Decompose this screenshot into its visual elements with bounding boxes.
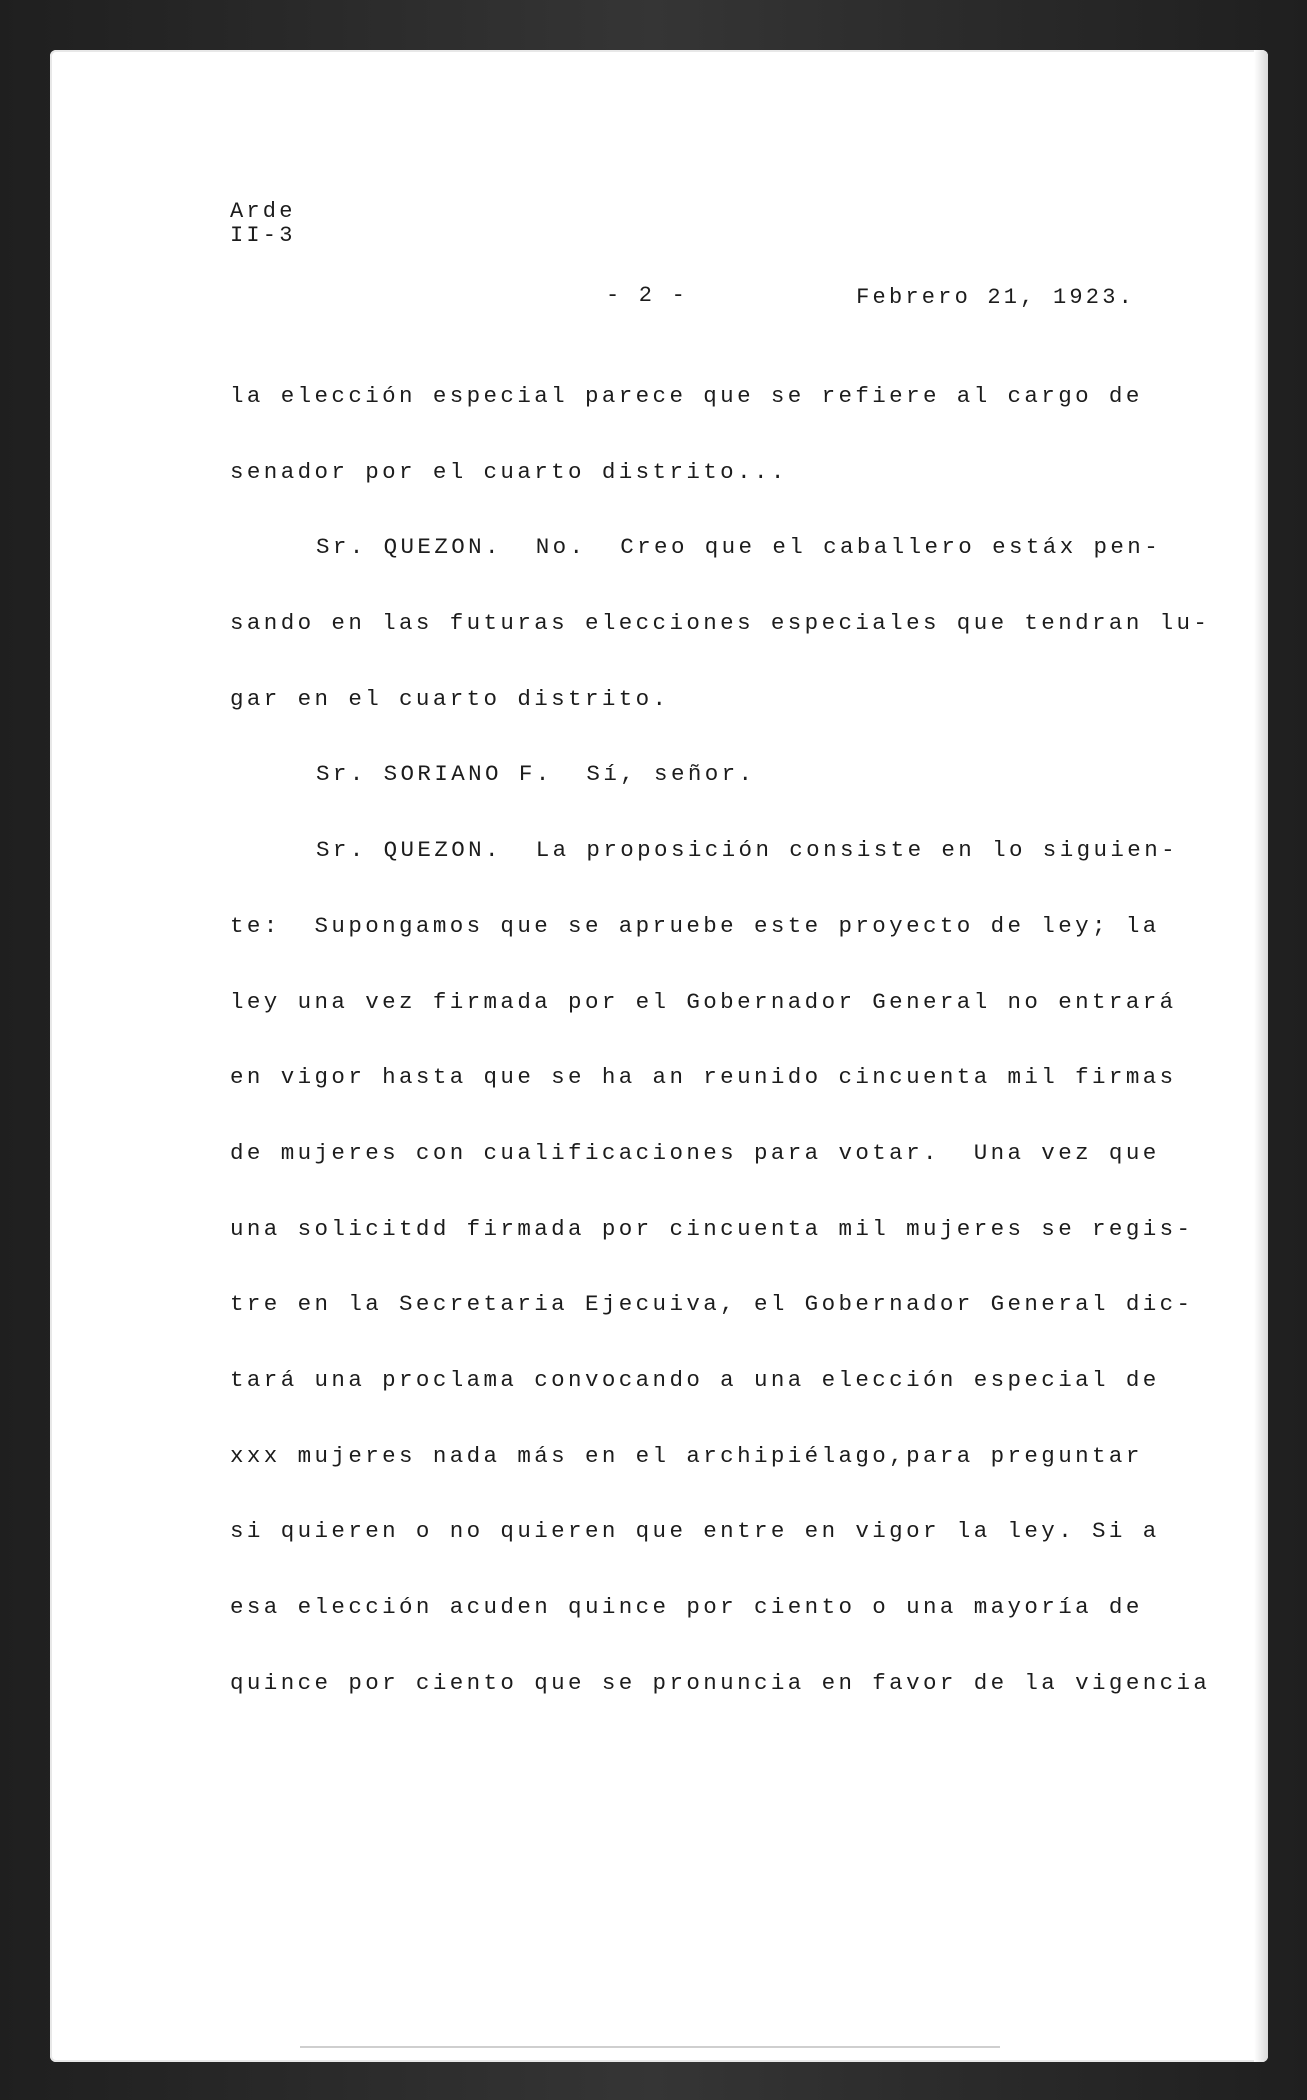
body-line: Sr. QUEZON. La proposición consiste en lo siguien- [316,837,1179,864]
body-line: sando en las futuras elecciones especiales que tendran lu- [230,610,1211,637]
header-date: Febrero 21, 1923. [856,285,1135,310]
body-line: esa elección acuden quince por ciento o una mayoría de [230,1594,1143,1620]
body-line: ley una vez firmada por el Gobernador General no entrará [230,988,1177,1015]
scan-artifact-line [300,2046,1000,2048]
body-line: xxx mujeres nada más en el archipiélago,para preguntar [230,1442,1143,1469]
header-code: II-3 [230,223,296,248]
body-line: si quieren o no quieren que entre en vigor la ley. Si a [230,1518,1160,1545]
body-line: una solicitdd firmada por cincuenta mil mujeres se regis- [230,1215,1194,1242]
page-edge [1254,50,1268,2062]
body-line: senador por el cuarto distrito... [230,458,788,485]
body-line: tará una proclama convocando a una elección especial de [230,1366,1160,1393]
body-line: tre en la Secretaria Ejecuiva, el Gobernador General dic- [230,1291,1194,1318]
header-left-block [230,200,296,248]
body-line: quince por ciento que se pronuncia en favor de la vigencia [230,1669,1211,1696]
header-author: Arde [230,199,296,224]
body-line: Sr. QUEZON. No. Creo que el caballero estáx pen- [316,534,1162,561]
body-line: Sr. SORIANO F. Sí, señor. [316,761,756,788]
body-line: la elección especial parece que se refiere al cargo de [230,383,1143,409]
body-line: gar en el cuarto distrito. [230,685,670,712]
document-body [230,382,1211,1744]
body-line: te: Supongamos que se apruebe este proyecto de ley; la [230,912,1160,939]
body-line: en vigor hasta que se ha an reunido cincuenta mil firmas [230,1064,1177,1091]
body-line: de mujeres con cualificaciones para votar. Una vez que [230,1139,1160,1166]
page-number: - 2 - [606,283,689,308]
